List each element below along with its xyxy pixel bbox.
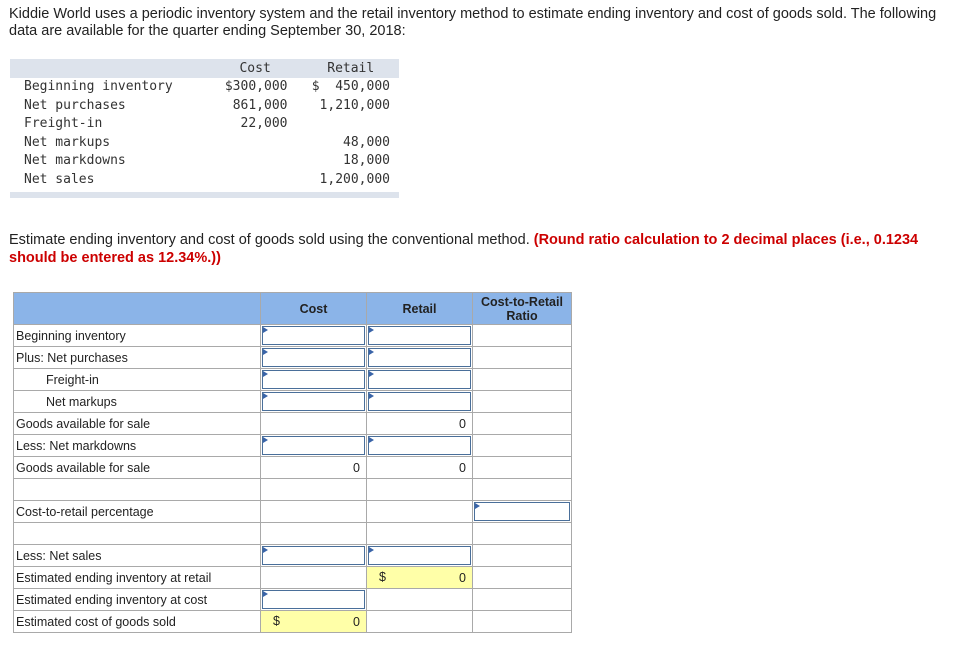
goods1-retail-value: 0 <box>367 413 473 435</box>
purchases-retail-input[interactable] <box>368 348 471 367</box>
row-blank <box>14 479 572 501</box>
goods2-retail-value: 0 <box>367 457 473 479</box>
answer-worksheet <box>13 292 572 633</box>
row-cogs: Estimated cost of goods sold $ 0 <box>14 611 572 633</box>
ending-retail-value: $ 0 <box>367 567 473 589</box>
row-freight: Freight-in <box>14 369 572 391</box>
freight-retail-input[interactable] <box>368 370 471 389</box>
given-row: Beginning inventory $300,000 $ 450,000 <box>24 79 390 94</box>
purchases-cost-input[interactable] <box>262 348 365 367</box>
beginning-retail-input[interactable] <box>368 326 471 345</box>
col-header-ratio: Cost-to-Retail Ratio <box>473 293 572 325</box>
markdowns-retail-input[interactable] <box>368 436 471 455</box>
given-row: Net markups 48,000 <box>24 134 390 150</box>
sales-cost-input[interactable] <box>262 546 365 565</box>
markdowns-cost-input[interactable] <box>262 436 365 455</box>
col-header-retail: Retail <box>367 293 473 325</box>
given-row: Freight-in 22,000 <box>24 116 288 132</box>
row-ending-cost: Estimated ending inventory at cost <box>14 589 572 611</box>
markups-cost-input[interactable] <box>262 392 365 411</box>
ending-cost-input[interactable] <box>262 590 365 609</box>
beginning-cost-input[interactable] <box>262 326 365 345</box>
given-row: Net sales 1,200,000 <box>24 171 390 187</box>
sales-retail-input[interactable] <box>368 546 471 565</box>
row-purchases: Plus: Net purchases <box>14 347 572 369</box>
row-goods-available-1: Goods available for sale 0 <box>14 413 572 435</box>
problem-intro: Kiddie World uses a periodic inventory system and the retail inventory method to estimate ending inventory and cost of goods sold. The following data are available for the quarter ending September 30, 2018: <box>9 6 937 39</box>
row-ratio: Cost-to-retail percentage <box>14 501 572 523</box>
given-row: Net purchases 861,000 1,210,000 <box>24 97 390 113</box>
row-goods-available-2: Goods available for sale 0 0 <box>14 457 572 479</box>
markups-retail-input[interactable] <box>368 392 471 411</box>
given-cost-header: Cost <box>199 59 292 78</box>
given-row: Net markdowns 18,000 <box>24 153 390 169</box>
row-ending-retail: Estimated ending inventory at retail $ 0 <box>14 567 572 589</box>
row-markdowns: Less: Net markdowns <box>14 435 572 457</box>
row-sales: Less: Net sales <box>14 545 572 567</box>
given-retail-header: Retail <box>291 59 399 78</box>
row-beginning: Beginning inventory <box>14 325 572 347</box>
row-markups: Net markups <box>14 391 572 413</box>
cogs-value: $ 0 <box>261 611 367 633</box>
row-blank <box>14 523 572 545</box>
question-text: Estimate ending inventory and cost of goods sold using the conventional method. (Round ratio calculation to 2 decimal places (i.e., 0.1234 should be entered as 12.34%.)) <box>9 232 919 266</box>
rounding-instruction: (Round ratio calculation to 2 decimal places (i.e., 0.1234 should be entered as 12.34%.)) <box>9 232 919 266</box>
given-data-table <box>10 59 399 198</box>
ratio-input[interactable] <box>474 502 570 521</box>
currency-symbol: $ <box>379 570 386 584</box>
currency-symbol: $ <box>273 614 280 628</box>
freight-cost-input[interactable] <box>262 370 365 389</box>
col-header-cost: Cost <box>261 293 367 325</box>
goods2-cost-value: 0 <box>261 457 367 479</box>
